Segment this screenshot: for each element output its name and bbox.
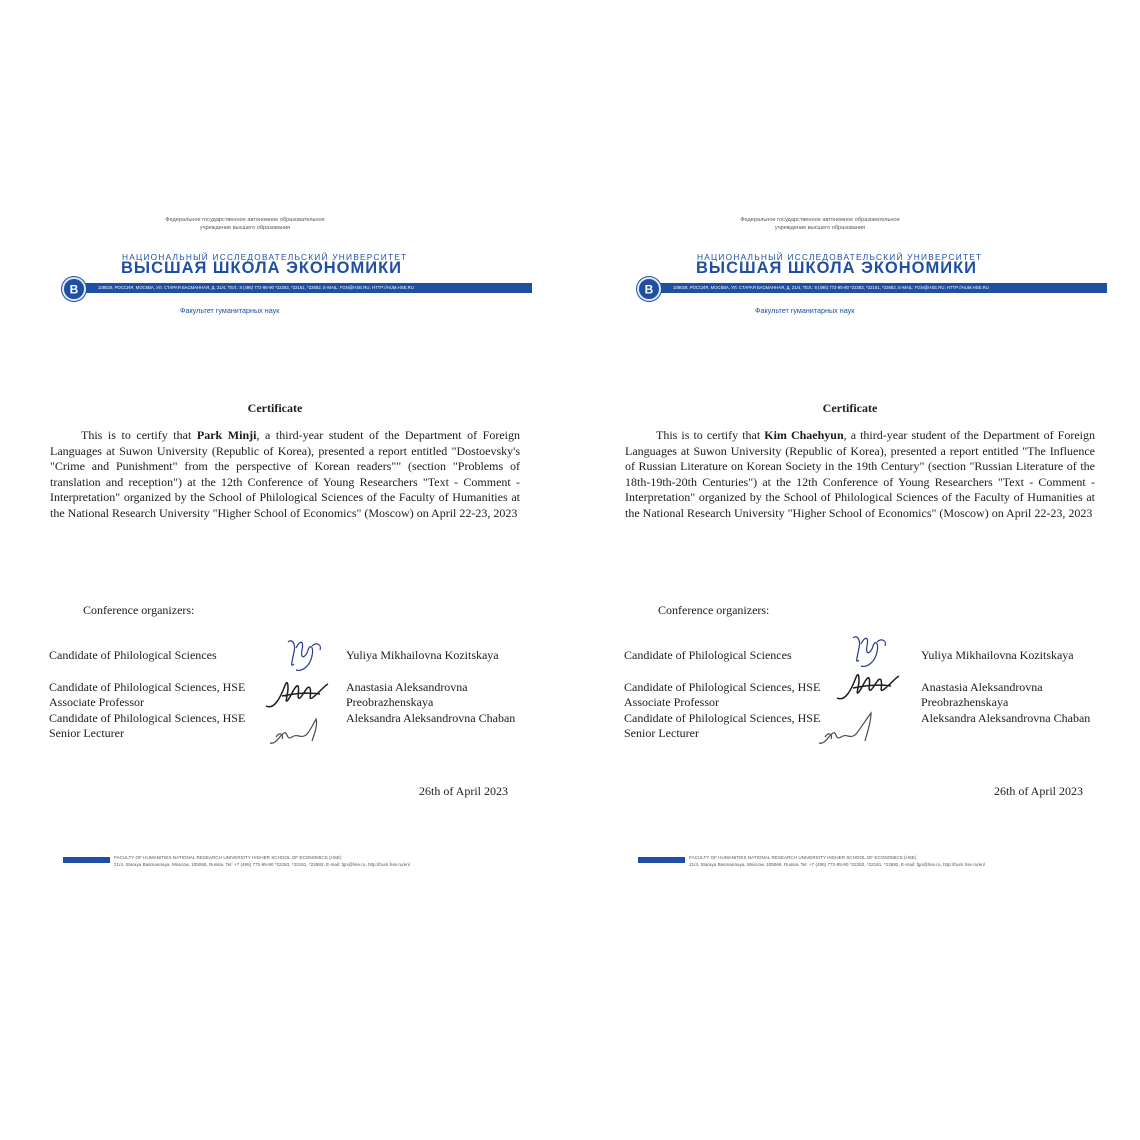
signatory-role: Candidate of Philological Sciences	[49, 648, 217, 662]
letterhead-address: 109028, РОССИЯ, МОСКВА, УЛ. СТАРАЯ БАСМАННАЯ, Д. 21/4, ТЕЛ.: 8 (495) 772-95-90 *22283, *22161, *22682, E-MAIL: FGN@HSE.RU, HTTP://HUM.HSE.RU	[98, 285, 414, 290]
svg-text:В: В	[69, 282, 79, 297]
faculty-name: Факультет гуманитарных наук	[180, 306, 280, 315]
signature-kozitskaya	[847, 630, 897, 672]
signatory-role: Candidate of Philological Sciences, HSE Associate Professor	[49, 680, 246, 709]
signature-chaban	[266, 713, 326, 749]
signatory-role: Candidate of Philological Sciences, HSE Associate Professor	[624, 680, 821, 709]
footer-line-1: FACULTY OF HUMANITIES NATIONAL RESEARCH UNIVERSITY HIGHER SCHOOL OF ECONOMICS (HSE)	[114, 855, 342, 860]
certificate-date: 26th of April 2023	[419, 784, 508, 798]
university-name: ВЫСШАЯ ШКОЛА ЭКОНОМИКИ	[121, 259, 403, 277]
hse-logo-icon	[637, 277, 661, 301]
signatory-name: Aleksandra Aleksandrovna Chaban	[921, 711, 1091, 725]
signature-chaban	[815, 709, 885, 749]
organizers-label: Conference organizers:	[658, 603, 770, 617]
federal-institution-text	[690, 217, 950, 232]
signatory-name: Yuliya Mikhailovna Kozitskaya	[346, 648, 499, 662]
federal-institution-text	[115, 217, 375, 232]
university-name: ВЫСШАЯ ШКОЛА ЭКОНОМИКИ	[696, 259, 978, 277]
footer-line-1: FACULTY OF HUMANITIES NATIONAL RESEARCH UNIVERSITY HIGHER SCHOOL OF ECONOMICS (HSE)	[689, 855, 917, 860]
signature-preobrazhenskaya	[833, 668, 908, 706]
hse-logo-icon	[62, 277, 86, 301]
federal-line-1: Федеральное государственное автономное образовательное	[740, 217, 900, 223]
certificate-date: 26th of April 2023	[994, 784, 1083, 798]
svg-text:В: В	[644, 282, 654, 297]
federal-line-2: учреждение высшего образования	[199, 224, 291, 231]
signatory-name: Anastasia Aleksandrovna Preobrazhenskaya	[346, 680, 468, 709]
university-tagline: НАЦИОНАЛЬНЫЙ ИССЛЕДОВАТЕЛЬСКИЙ УНИВЕРСИТЕТ	[697, 252, 983, 262]
body-text: , a third-year student of the Department of Foreign Languages at Suwon University (Republic of Korea), presented a report entitled "Dostoevsky's "Crime and Punishment" from the perspective of Korean readers"" (section "Problems of translation and reception") at the 12th Conference of Young Researchers "Text - Comment - Interpretation" organized by the School of Philological Sciences of the Faculty of Humanities at the National Research University "Higher School of Economics" (Moscow) on April 22-23, 2023	[50, 428, 520, 520]
certificate-body	[50, 428, 520, 522]
footer-band	[638, 857, 685, 863]
signatory-name: Yuliya Mikhailovna Kozitskaya	[921, 648, 1074, 662]
footer-text	[689, 855, 1109, 868]
footer-text	[114, 855, 534, 868]
letterhead-address: 109028, РОССИЯ, МОСКВА, УЛ. СТАРАЯ БАСМАННАЯ, Д. 21/4, ТЕЛ.: 8 (495) 772-95-90 *22283, *22161, *22682, E-MAIL: FGN@HSE.RU, HTTP://HUM.HSE.RU	[673, 285, 989, 290]
signature-kozitskaya	[282, 634, 332, 676]
body-intro: This is to certify that	[81, 428, 197, 442]
signature-preobrazhenskaya	[262, 676, 337, 714]
federal-line-1: Федеральное государственное автономное образовательное	[165, 217, 325, 223]
university-tagline: НАЦИОНАЛЬНЫЙ ИССЛЕДОВАТЕЛЬСКИЙ УНИВЕРСИТЕТ	[122, 252, 408, 262]
signatory-role: Candidate of Philological Sciences	[624, 648, 792, 662]
certificate-title: Certificate	[822, 401, 878, 415]
signatory-role: Candidate of Philological Sciences, HSE Senior Lecturer	[624, 711, 821, 740]
federal-line-2: учреждение высшего образования	[774, 224, 866, 231]
signatory-name: Aleksandra Aleksandrovna Chaban	[346, 711, 516, 725]
organizers-label: Conference organizers:	[83, 603, 195, 617]
student-name: Park Minji	[196, 428, 257, 442]
signatory-role: Candidate of Philological Sciences, HSE Senior Lecturer	[49, 711, 246, 740]
certificate-left	[10, 0, 570, 1140]
signatory-name: Anastasia Aleksandrovna Preobrazhenskaya	[921, 680, 1043, 709]
student-name: Kim Chaehyun	[764, 428, 844, 442]
body-intro: This is to certify that	[656, 428, 765, 442]
footer-band	[63, 857, 110, 863]
footer-line-2: 21/4, Staraya Basmannaya, Moscow, 105066, Russia. Tel: +7 (495) 772-95-90 *22283, *22161, *22682, E-mail: fgn@hse.ru, http://hum.hse.ru/en/	[114, 861, 411, 867]
body-text: , a third-year student of the Department of Foreign Languages at Suwon University (Republic of Korea), presented a report entitled "The Influence of Russian Literature on Korean Society in the 19th Century" (section "Russian Literature of the 18th-19th-20th Centuries") at the 12th Conference of Young Researchers "Text - Comment - Interpretation" organized by the School of Philological Sciences of the Faculty of Humanities at the National Research University "Higher School of Economics" (Moscow) on April 22-23, 2023	[625, 428, 1095, 520]
certificate-right	[585, 0, 1140, 1140]
footer-line-2: 21/4, Staraya Basmannaya, Moscow, 105066, Russia. Tel: +7 (495) 772-95-90 *22283, *22161, *22682, E-mail: fgn@hse.ru, http://hum.hse.ru/en/	[689, 861, 986, 867]
certificate-body	[625, 428, 1095, 522]
faculty-name: Факультет гуманитарных наук	[755, 306, 855, 315]
certificate-title: Certificate	[247, 401, 303, 415]
